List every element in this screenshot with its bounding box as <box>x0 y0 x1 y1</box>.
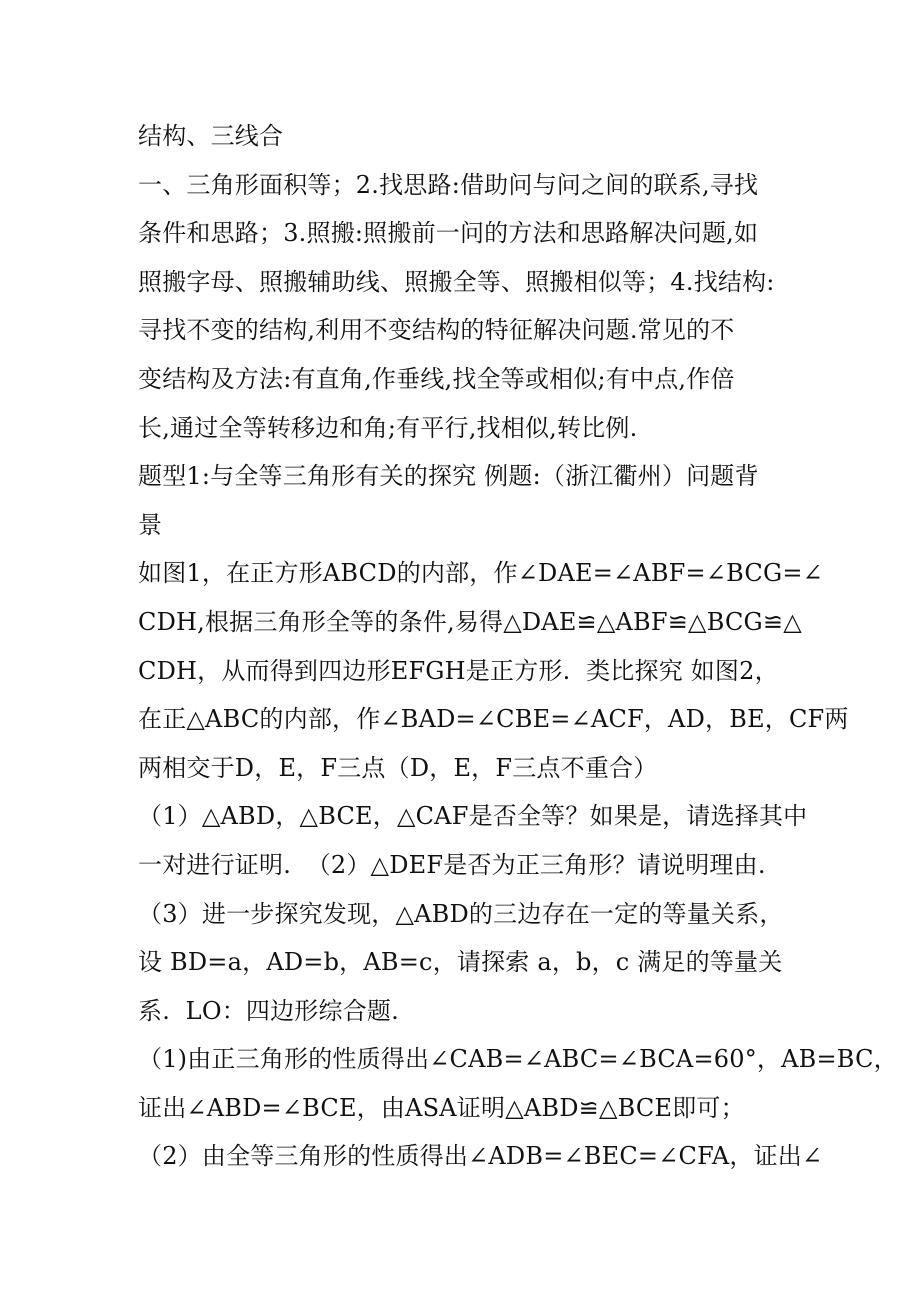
text-line: CDH，从而得到四边形EFGH是正方形. 类比探究 如图2， <box>138 656 779 685</box>
text-line: 照搬字母、照搬辅助线、照搬全等、照搬相似等；4.找结构: <box>138 267 775 296</box>
text-line: 一、三角形面积等；2.找思路:借助问与问之间的联系,寻找 <box>138 170 759 199</box>
text-line: CDH,根据三角形全等的条件,易得△DAE≌△ABF≌△BCG≌△ <box>138 607 802 636</box>
text-line: 系. LO：四边形综合题. <box>138 996 399 1025</box>
text-line: 如图1，在正方形ABCD的内部，作∠DAE=∠ABF=∠BCG=∠ <box>138 559 823 588</box>
text-line: 条件和思路；3.照搬:照搬前一问的方法和思路解决问题,如 <box>138 219 759 248</box>
text-line: 寻找不变的结构,利用不变结构的特征解决问题.常见的不 <box>138 316 735 345</box>
text-line: （2）由全等三角形的性质得出∠ADB=∠BEC=∠CFA，证出∠ <box>138 1142 823 1171</box>
document-body <box>138 112 898 1181</box>
text-line: 结构、三线合 <box>138 122 284 150</box>
text-line: 在正△ABC的内部，作∠BAD=∠CBE=∠ACF，AD，BE，CF两 <box>138 705 849 734</box>
text-line: （3）进一步探究发现，△ABD的三边存在一定的等量关系， <box>138 899 784 928</box>
text-line: 一对进行证明. （2）△DEF是否为正三角形？请说明理由. <box>138 850 766 879</box>
text-line: 设 BD=a，AD=b，AB=c，请探索 a，b，c 满足的等量关 <box>138 948 783 977</box>
text-line: 变结构及方法:有直角,作垂线,找全等或相似;有中点,作倍 <box>138 364 735 393</box>
text-line: 两相交于D，E，F三点（D，E，F三点不重合） <box>138 753 658 782</box>
text-line: 长,通过全等转移边和角;有平行,找相似,转比例. <box>138 413 638 442</box>
text-line: （1)由正三角形的性质得出∠CAB=∠ABC=∠BCA=60°，AB=BC， <box>138 1045 898 1074</box>
text-line: 景 <box>138 510 163 539</box>
text-line: 证出∠ABD=∠BCE，由ASA证明△ABD≌△BCE即可； <box>138 1093 745 1122</box>
text-line: （1）△ABD，△BCE，△CAF是否全等？如果是，请选择其中 <box>138 802 808 831</box>
text-line: 题型1:与全等三角形有关的探究 例题:（浙江衢州）问题背 <box>138 462 759 491</box>
